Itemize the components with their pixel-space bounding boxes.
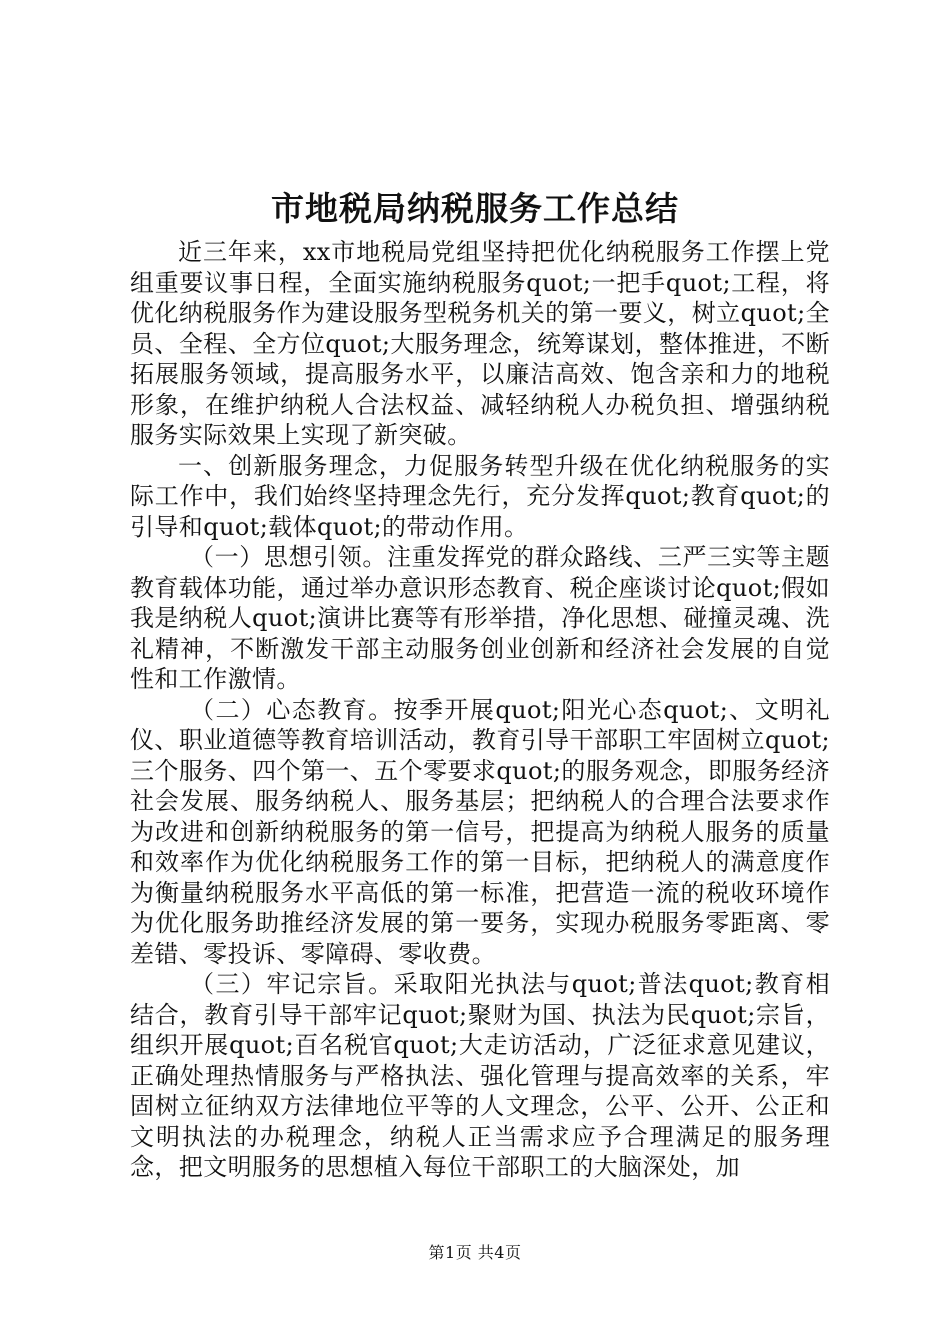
paragraph-section-1: 一、创新服务理念，力促服务转型升级在优化纳税服务的实际工作中，我们始终坚持理念先行，充分发挥quot;教育quot;的引导和quot;载体quot;的带动作用。 [130,451,830,541]
page-footer: 第1页 共4页 [428,1243,522,1262]
paragraph-subsection-1: （一）思想引领。注重发挥党的群众路线、三严三实等主题教育载体功能，通过举办意识形态教育、税企座谈讨论quot;假如我是纳税人quot;演讲比赛等有形举措，净化思想、碰撞灵魂、洗礼精神，不断激发干部主动服务创业创新和经济社会发展的自觉性和工作激情。 [130,543,830,693]
document-body [130,237,830,1183]
paragraph-intro: 近三年来，xx市地税局党组坚持把优化纳税服务工作摆上党组重要议事日程，全面实施纳税服务quot;一把手quot;工程，将优化纳税服务作为建设服务型税务机关的第一要义，树立quot;全员、全程、全方位quot;大服务理念，统筹谋划，整体推进，不断拓展服务领域，提高服务水平，以廉洁高效、饱含亲和力的地税形象，在维护纳税人合法权益、减轻纳税人办税负担、增强纳税服务实际效果上实现了新突破。 [130,238,830,449]
document-title: 市地税局纳税服务工作总结 [271,189,679,228]
paragraph-subsection-3: （三）牢记宗旨。采取阳光执法与quot;普法quot;教育相结合，教育引导干部牢记quot;聚财为国、执法为民quot;宗旨，组织开展quot;百名税官quot;大走访活动，广泛征求意见建议，正确处理热情服务与严格执法、强化管理与提高效率的关系，牢固树立征纳双方法律地位平等的人文理念，公平、公开、公正和文明执法的办税理念，纳税人正当需求应予合理满足的服务理念，把文明服务的思想植入每位干部职工的大脑深处，加 [130,970,830,1181]
paragraph-subsection-2: （二）心态教育。按季开展quot;阳光心态quot;、文明礼仪、职业道德等教育培训活动，教育引导干部职工牢固树立quot;三个服务、四个第一、五个零要求quot;的服务观念，即服务经济社会发展、服务纳税人、服务基层；把纳税人的合理合法要求作为改进和创新纳税服务的第一信号，把提高为纳税人服务的质量和效率作为优化纳税服务工作的第一目标，把纳税人的满意度作为衡量纳税服务水平高低的第一标准，把营造一流的税收环境作为优化服务助推经济发展的第一要务，实现办税服务零距离、零差错、零投诉、零障碍、零收费。 [130,695,830,968]
